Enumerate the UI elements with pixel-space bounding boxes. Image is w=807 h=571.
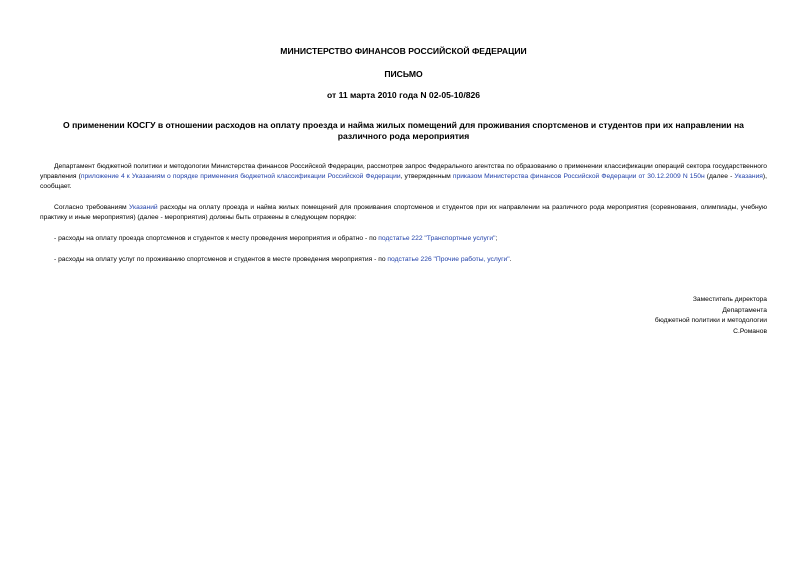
signature-department: Департамента: [722, 306, 767, 314]
signature-name: С.Романов: [733, 328, 767, 336]
ministry-heading: МИНИСТЕРСТВО ФИНАНСОВ РОССИЙСКОЙ ФЕДЕРАЦИИ: [280, 46, 527, 56]
paragraph-requirements-text-2: расходы на оплату проезда и найма жилых помещений для проживания спортсменов и студентов при их направлении на различного рода мероприятия (соревнования, олимпиады, учебную практику и иные мероприятия) (далее - мероприятия) должны быть отражены в следующем порядке:: [40, 204, 767, 221]
document-subject: О применении КОСГУ в отношении расходов на оплату проезда и найма жилых помещений для проживания спортсменов и студентов при их направлении на различного рода мероприятия: [63, 120, 744, 141]
paragraph-intro-text-2: , утвержденным: [400, 173, 453, 180]
paragraph-intro: [40, 162, 767, 192]
link-instructions[interactable]: Указания: [734, 173, 763, 180]
paragraph-requirements-text-1: Согласно требованиям: [54, 204, 130, 211]
list-item-accommodation: [40, 255, 767, 265]
list-item-transport: [40, 234, 767, 244]
link-order-150n[interactable]: приказом Министерства финансов Российской Федерации от 30.12.2009 N 150н: [452, 173, 705, 180]
list-item-accommodation-end: .: [509, 256, 512, 263]
list-item-accommodation-text: - расходы на оплату услуг по проживанию спортсменов и студентов в месте проведения мероприятия - по: [54, 256, 388, 263]
link-subarticle-222[interactable]: подстатье 222 "Транспортные услуги": [378, 235, 496, 242]
signature-department-name: бюджетной политики и методологии: [654, 317, 767, 325]
link-subarticle-226[interactable]: подстатье 226 "Прочие работы, услуги": [387, 256, 510, 263]
paragraph-intro-text-3: (далее -: [704, 173, 735, 180]
list-item-transport-end: ;: [495, 235, 498, 242]
signature-position: Заместитель директора: [692, 296, 767, 303]
document-type: ПИСЬМО: [384, 69, 423, 79]
link-instructions-2[interactable]: Указаний: [129, 204, 158, 211]
link-appendix-4[interactable]: приложение 4 к Указаниям о порядке применения бюджетной классификации Российской Федерации: [80, 173, 401, 180]
paragraph-intro-text-4: ), сообщает.: [40, 173, 768, 190]
paragraph-intro-text-1: Департамент бюджетной политики и методологии Министерства финансов Российской Федерации, рассмотрев запрос Федерального агентства по образованию о применении классификации операций сектора государственного управления (: [40, 163, 767, 180]
list-item-transport-text: - расходы на оплату проезда спортсменов и студентов к месту проведения мероприятия и обратно - по: [54, 235, 379, 242]
paragraph-requirements: [40, 203, 767, 223]
document-date-number: от 11 марта 2010 года N 02-05-10/826: [326, 90, 481, 100]
signature-block: [655, 295, 767, 338]
